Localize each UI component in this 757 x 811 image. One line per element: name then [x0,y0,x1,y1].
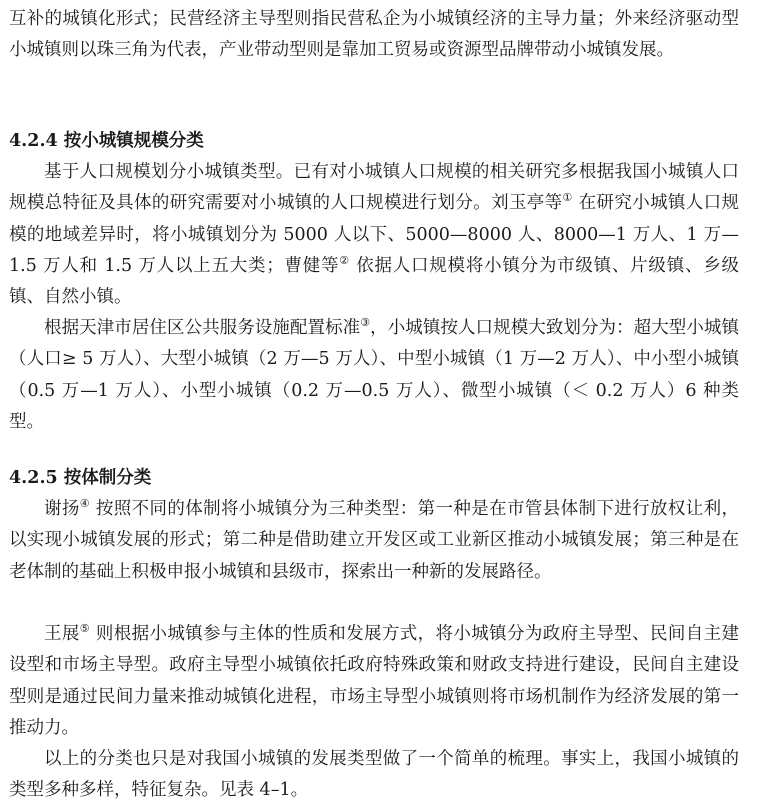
paragraph-text: ，小城镇按人口规模大致划分为：超大型小城镇（人口≥ 5 万人）、大型小城镇（2 万—5 万人）、中型小城镇（1 万—2 万人）、中小型小城镇（0.5 万—1 万人）、小型小城镇（0.2 万—0.5 万人）、微型小城镇（＜ 0.2 万人）6 种类型。 [9,318,740,432]
footnote-marker[interactable]: ② [339,254,350,268]
paragraph-intro [9,4,739,67]
paragraph-population-scale [9,157,739,313]
paragraph-text: 则根据小城镇参与主体的性质和发展方式，将小城镇分为政府主导型、民间自主建设型和市场主导型。政府主导型小城镇依托政府特殊政策和财政支持进行建设，民间自主建设型则是通过民间力量来推动城镇化进程，市场主导型小城镇则将市场机制作为经济发展的第一推动力。 [9,624,740,738]
footnote-marker[interactable]: ① [562,191,573,205]
paragraph-text: 以上的分类也只是对我国小城镇的发展类型做了一个简单的梳理。事实上，我国小城镇的类型多种多样，特征复杂。见表 4–1。 [9,749,739,801]
paragraph-summary [9,744,739,807]
paragraph-wang-zhan [9,619,739,744]
section-heading-4-2-5: 4.2.5 按体制分类 [9,468,152,488]
footnote-marker[interactable]: ④ [79,497,90,511]
footnote-marker[interactable]: ③ [360,316,371,330]
paragraph-text: 谢扬 [44,499,80,519]
paragraph-text: 根据天津市居住区公共服务设施配置标准 [44,318,361,338]
paragraph-text: 王展 [44,624,80,644]
footnote-marker[interactable]: ⑤ [79,622,90,636]
paragraph-text: 依据人口规模将小镇分为市级镇、片级镇、乡级镇、自然小镇。 [9,255,739,308]
paragraph-xie-yang [9,494,739,588]
paragraph-tianjin-standard [9,313,739,438]
paragraph-text: 在研究小城镇人口规模的地域差异时，将小城镇划分为 5000 人以下、5000—8000 人、8000—1 万人、1 万—1.5 万人和 1.5 万人以上五大类；曹健等 [9,193,739,276]
paragraph-text: 按照不同的体制将小城镇分为三种类型：第一种是在市管县体制下进行放权让利，以实现小城镇发展的形式；第二种是借助建立开发区或工业新区推动小城镇发展；第三种是在老体制的基础上积极申报小城镇和县级市，探索出一种新的发展路径。 [9,499,740,582]
section-heading-4-2-4: 4.2.4 按小城镇规模分类 [9,131,204,151]
paragraph-text: 互补的城镇化形式；民营经济主导型则指民营私企为小城镇经济的主导力量；外来经济驱动型小城镇则以珠三角为代表，产业带动型则是靠加工贸易或资源型品牌带动小城镇发展。 [9,9,739,61]
paragraph-text: 基于人口规模划分小城镇类型。已有对小城镇人口规模的相关研究多根据我国小城镇人口规模总特征及具体的研究需要对小城镇的人口规模进行划分。刘玉亭等 [9,162,739,214]
